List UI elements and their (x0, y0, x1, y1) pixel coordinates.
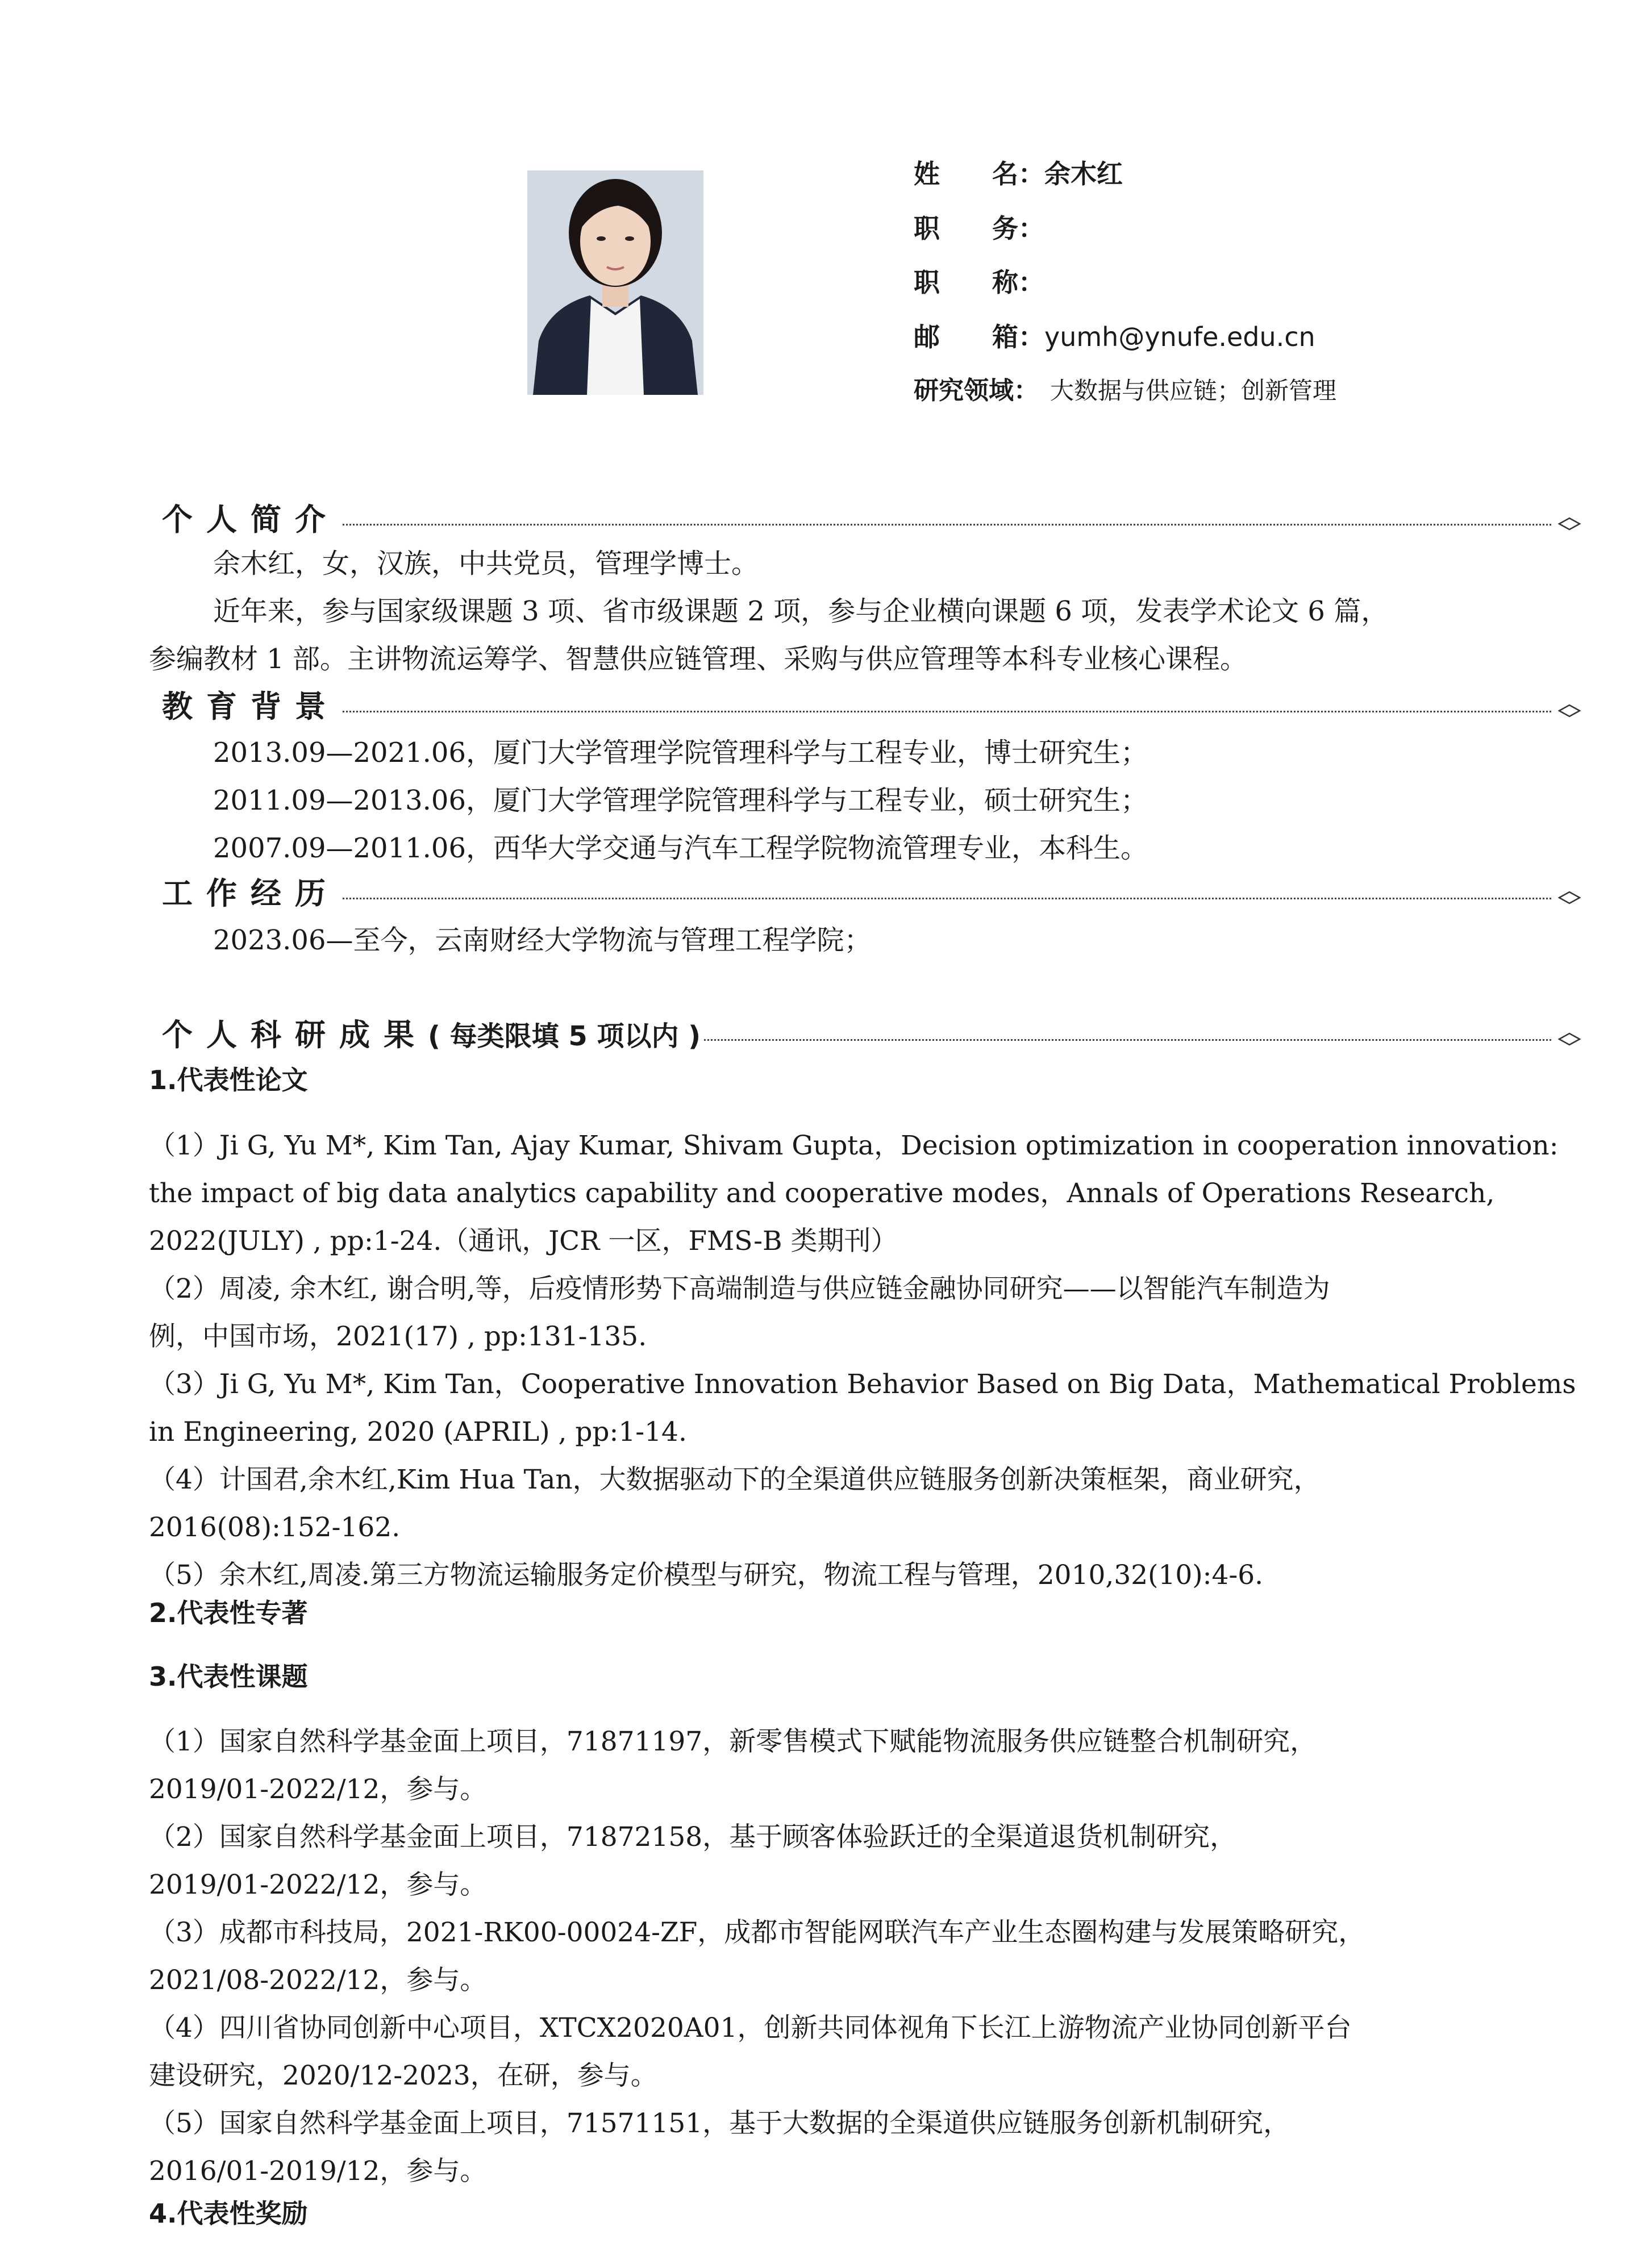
diamond-icon (1558, 517, 1581, 531)
research-title-note: ( 每类限填 5 项以内 ) (428, 1020, 701, 1052)
projects-list (149, 1718, 1365, 2195)
monographs-heading: 2.代表性专著 (149, 1598, 308, 1628)
info-research-row (914, 374, 1336, 408)
paper-2-line-2: 例，中国市场，2021(17) , pp:131-135. (149, 1321, 647, 1352)
title-label: 职 称： (914, 267, 1044, 298)
intro-line-2: 近年来，参与国家级课题 3 项、省市级课题 2 项，参与企业横向课题 6 项，发表学术论文 6 篇， (213, 595, 1389, 627)
section-header-work (162, 874, 1585, 914)
portrait-photo (527, 170, 703, 395)
paper-4-line-1: （4）计国君,余木红,Kim Hua Tan，大数据驱动下的全渠道供应链服务创新决策框架，商业研究， (149, 1464, 1321, 1495)
awards-heading: 4.代表性奖励 (149, 2198, 308, 2229)
position-label: 职 务： (914, 213, 1044, 244)
intro-line-3: 参编教材 1 部。主讲物流运筹学、智慧供应链管理、采购与供应管理等本科专业核心课程。 (149, 643, 1248, 675)
project-1-line-1: （1）国家自然科学基金面上项目，71871197，新零售模式下赋能物流服务供应链整合机制研究， (149, 1726, 1317, 1757)
section-divider (162, 711, 1551, 712)
work-line-1: 2023.06—至今，云南财经大学物流与管理工程学院； (213, 924, 872, 956)
diamond-icon (1558, 891, 1581, 904)
project-3-line-2: 2021/08-2022/12，参与。 (149, 1965, 487, 1996)
diamond-icon (1558, 704, 1581, 718)
section-header-intro (162, 500, 1585, 540)
papers-heading: 1.代表性论文 (149, 1065, 308, 1095)
paper-4-line-2: 2016(08):152-162. (149, 1512, 401, 1543)
project-5-line-2: 2016/01-2019/12，参与。 (149, 2156, 487, 2187)
name-label: 姓 名： (914, 159, 1044, 189)
projects-heading: 3.代表性课题 (149, 1661, 308, 1692)
section-header-research (162, 1015, 1585, 1055)
info-email-row (914, 320, 1315, 354)
info-position-row (914, 211, 1044, 245)
research-label: 研究领域： (914, 376, 1039, 405)
paper-3-line-2: in Engineering, 2020 (APRIL) , pp:1-14. (149, 1416, 687, 1448)
section-divider (162, 524, 1551, 526)
education-line-3: 2007.09—2011.06，西华大学交通与汽车工程学院物流管理专业，本科生。 (213, 832, 1148, 864)
intro-line-1: 余木红，女，汉族，中共党员，管理学博士。 (213, 548, 759, 579)
papers-list (149, 1122, 1576, 1599)
education-line-2: 2011.09—2013.06，厦门大学管理学院管理科学与工程专业，硕士研究生； (213, 785, 1148, 816)
research-title-text: 个人科研成果 (162, 1017, 428, 1053)
project-1-line-2: 2019/01-2022/12，参与。 (149, 1774, 487, 1805)
paper-5-line-1: （5）余木红,周凌.第三方物流运输服务定价模型与研究，物流工程与管理，2010,32(10):4-6. (149, 1560, 1264, 1591)
section-divider (162, 898, 1551, 899)
section-title-education: 教育背景 (162, 687, 341, 727)
section-title-intro: 个人简介 (162, 500, 341, 540)
paper-1-line-3: 2022(JULY) , pp:1-24.（通讯，JCR 一区，FMS-B 类期刊） (149, 1225, 898, 1257)
project-3-line-1: （3）成都市科技局，2021-RK00-00024-ZF，成都市智能网联汽车产业生态圈构建与发展策略研究， (149, 1917, 1365, 1948)
name-value: 余木红 (1044, 159, 1123, 189)
section-header-education (162, 687, 1585, 727)
section-title-work: 工作经历 (162, 874, 341, 914)
project-2-line-2: 2019/01-2022/12，参与。 (149, 1869, 487, 1900)
info-title-row (914, 265, 1044, 299)
email-label: 邮 箱： (914, 322, 1044, 352)
education-line-1: 2013.09—2021.06，厦门大学管理学院管理科学与工程专业，博士研究生； (213, 737, 1148, 769)
paper-2-line-1: （2）周凌, 余木红, 谢合明,等，后疫情形势下高端制造与供应链金融协同研究——以智能汽车制造为 (149, 1273, 1330, 1304)
project-2-line-1: （2）国家自然科学基金面上项目，71872158，基于顾客体验跃迁的全渠道退货机制研究， (149, 1821, 1237, 1853)
paper-1-line-2: the impact of big data analytics capability and cooperative modes，Annals of Operations Research, (149, 1178, 1495, 1209)
paper-3-line-1: （3）Ji G, Yu M*, Kim Tan，Cooperative Innovation Behavior Based on Big Data，Mathematical Problems (149, 1369, 1576, 1400)
portrait-image (527, 170, 703, 395)
project-4-line-2: 建设研究，2020/12-2023，在研，参与。 (149, 2060, 657, 2091)
info-name-row (914, 157, 1123, 191)
email-value: yumh@ynufe.edu.cn (1044, 322, 1315, 352)
section-title-research (162, 1015, 703, 1056)
project-4-line-1: （4）四川省协同创新中心项目，XTCX2020A01，创新共同体视角下长江上游物流产业协同创新平台 (149, 2012, 1352, 2044)
paper-1-line-1: （1）Ji G, Yu M*, Kim Tan, Ajay Kumar, Shivam Gupta，Decision optimization in cooperation innovation: (149, 1130, 1559, 1161)
project-5-line-1: （5）国家自然科学基金面上项目，71571151，基于大数据的全渠道供应链服务创新机制研究， (149, 2108, 1290, 2139)
research-value: 大数据与供应链；创新管理 (1050, 377, 1337, 405)
diamond-icon (1558, 1032, 1581, 1046)
